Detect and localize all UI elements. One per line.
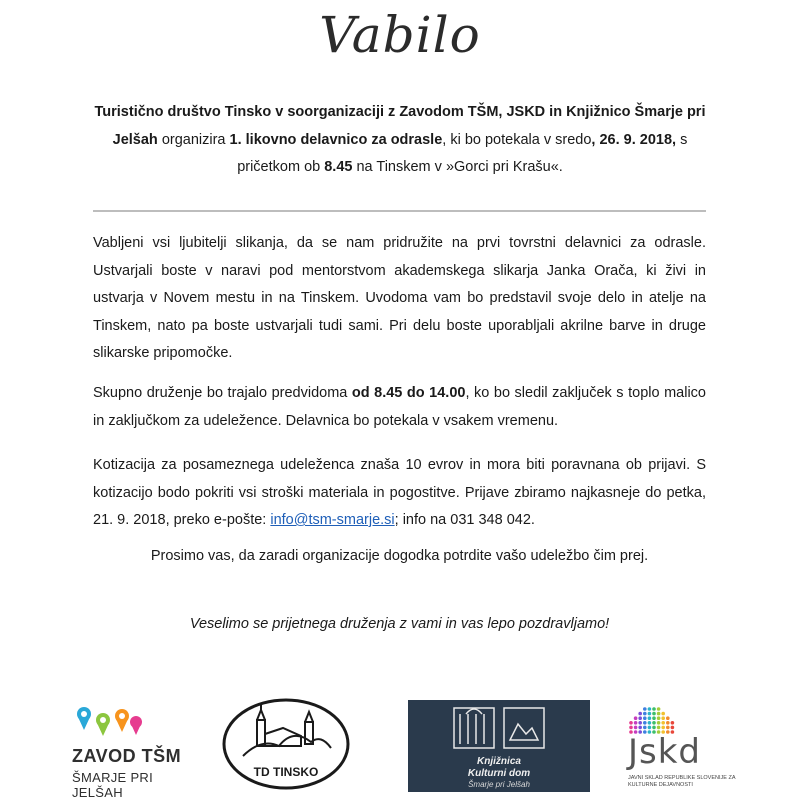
- schedule-hours: od 8.45 do 14.00: [351, 385, 466, 401]
- event-date: , 26. 9. 2018,: [591, 131, 677, 148]
- fee-text-1: Kotizacija za posameznega udeleženca znaša 10 evrov in mora biti poravnana ob prijavi. S kotizacijo bodo pokriti vsi stroški materiala in pogostitve. Prijave zbiramo najkasneje do petka, 21. 9. 2018, preko e-pošte:: [93, 457, 706, 528]
- description-paragraph: Vabljeni vsi ljubitelji slikanja, da se nam pridružite na prvi tovrstni delavnici za odrasle. Ustvarjali boste v naravi pod mentorstvom akademskega slikarja Janka Orača, ki živi in ustvarja v Novem mestu in na Tinskem. Uvodoma vam bo predstavil svoje delo in atelje na Tinskem, nato pa boste ustvarjali tudi sami. Pri delu boste uporabljali akrilne barve in druge slikarske pripomočke.: [93, 235, 706, 361]
- kulturni-dom-name: Kulturni dom: [467, 768, 531, 779]
- email-link[interactable]: info@tsm-smarje.si: [270, 512, 395, 528]
- event-name: 1. likovno delavnico za odrasle: [229, 131, 443, 148]
- intro-text-4: na Tinskem v »Gorci pri Krašu«.: [352, 159, 563, 175]
- schedule-text-2: , ko bo sledil zaključek s toplo malico in zaključkom za udeležence. Delavnica bo potekala v vsakem vremenu.: [93, 385, 706, 429]
- knjiznica-name: Knjižnica: [477, 756, 521, 767]
- schedule-paragraph: [93, 380, 706, 435]
- page-title: Vabilo: [319, 6, 481, 64]
- jskd-name: Jskd: [628, 732, 702, 772]
- knjiznica-logo: [408, 700, 590, 792]
- closing-line: Veselimo se prijetnega druženja z vami in vas lepo pozdravljamo!: [189, 616, 610, 632]
- intro-text-2: , ki bo potekala v sredo: [442, 131, 592, 148]
- tsm-name: ZAVOD TŠM: [72, 746, 182, 766]
- confirm-paragraph: Prosimo vas, da zaradi organizacije dogodka potrdite vašo udeležbo čim prej.: [150, 548, 649, 564]
- fee-paragraph: [93, 452, 706, 535]
- intro-text-3: s pričetkom ob: [237, 131, 688, 175]
- library-building-icon: [408, 700, 590, 756]
- jskd-subtitle: JAVNI SKLAD REPUBLIKE SLOVENIJE ZA KULTURNE DEJAVNOSTI: [628, 775, 736, 788]
- divider: [93, 210, 706, 212]
- intro-text-1: organizira: [157, 131, 230, 148]
- intro-paragraph: [92, 99, 708, 182]
- color-dots-icon: [628, 702, 678, 736]
- knjiznica-location: Šmarje pri Jelšah: [468, 780, 530, 789]
- tsm-location: ŠMARJE PRI JELŠAH: [72, 770, 154, 800]
- pin-drops-icon: [74, 700, 184, 740]
- schedule-text-1: Skupno druženje bo trajalo predvidoma: [93, 385, 352, 401]
- td-tinsko-name: TD TINSKO: [253, 765, 319, 779]
- event-time: 8.45: [324, 159, 353, 175]
- td-tinsko-logo: [221, 698, 351, 790]
- zavod-tsm-logo: [72, 700, 182, 800]
- fee-text-2: ; info na 031 348 042.: [394, 512, 535, 528]
- jskd-logo: [622, 700, 742, 792]
- organizers-text: Turistično društvo Tinsko v soorganizaciji z Zavodom TŠM, JSKD in Knjižnico Šmarje pri Jelšah: [94, 104, 706, 148]
